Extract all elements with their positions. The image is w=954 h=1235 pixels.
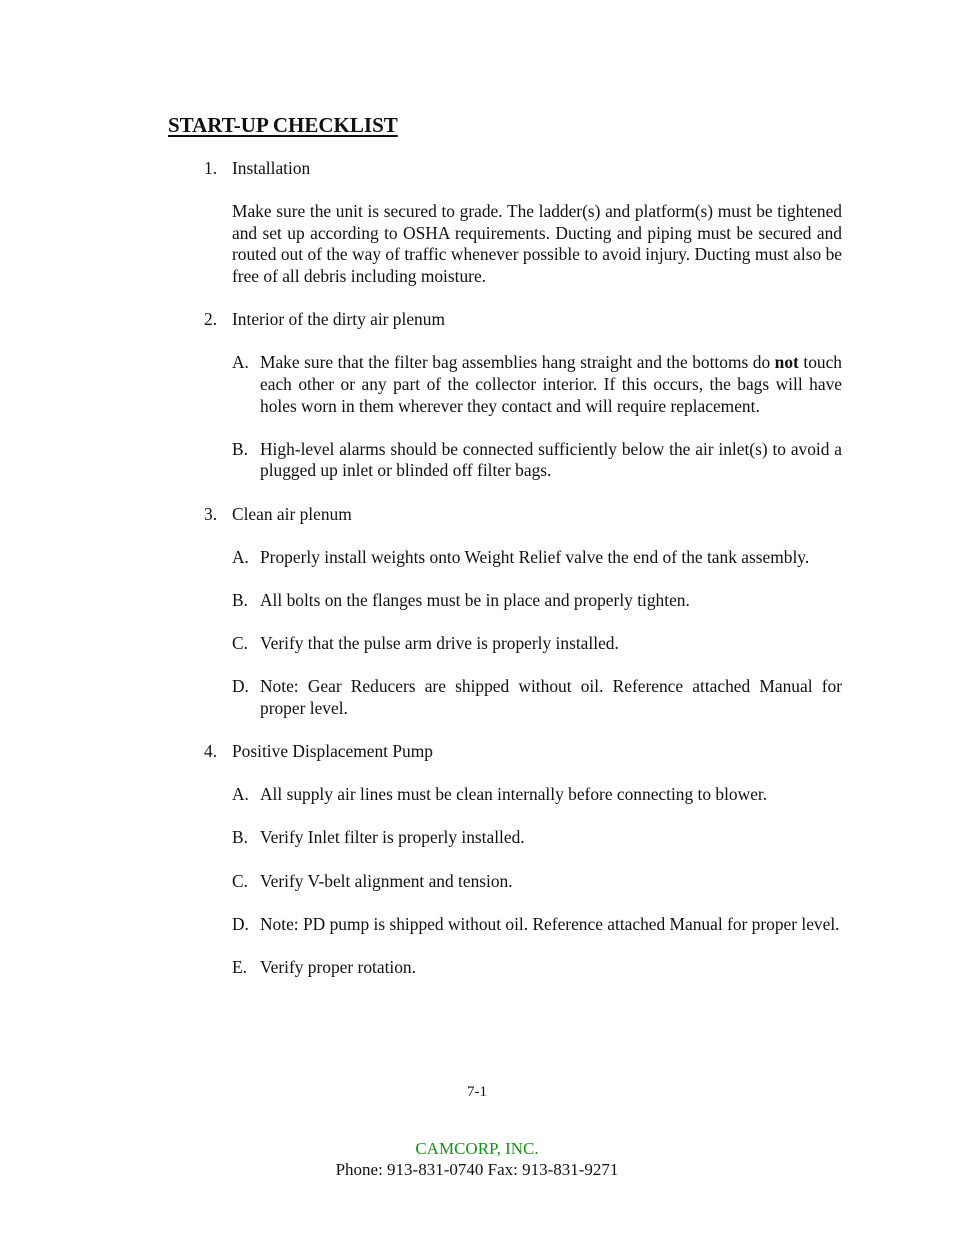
section-heading	[0, 158, 842, 180]
list-item	[232, 438, 842, 482]
section-pd-pump	[0, 741, 954, 979]
section-clean-air-plenum	[0, 504, 954, 720]
section-heading-text: Installation	[232, 158, 311, 178]
section-heading	[0, 741, 842, 763]
section-number: 1.	[204, 158, 218, 178]
list-item	[232, 827, 842, 849]
footer	[0, 1138, 954, 1180]
checklist-content	[0, 158, 954, 1000]
section-installation	[0, 158, 954, 288]
item-text: All supply air lines must be clean internally before connecting to blower.	[260, 784, 768, 805]
list-item	[232, 784, 842, 806]
item-letter: B.	[232, 827, 248, 848]
item-letter: B.	[232, 589, 248, 610]
item-letter: A.	[232, 352, 249, 373]
list-item	[232, 352, 843, 417]
item-letter: A.	[232, 784, 249, 805]
item-letter: B.	[232, 438, 248, 459]
list-item	[232, 546, 842, 569]
item-letter: E.	[232, 956, 247, 977]
list-item	[232, 956, 842, 979]
item-text: High-level alarms should be connected sufficiently below the air inlet(s) to avoid a plugged up inlet or blinded off filter bags.	[260, 438, 842, 481]
list-item	[232, 913, 842, 936]
item-letter: A.	[232, 546, 249, 567]
list-item	[232, 589, 842, 612]
section-dirty-air-plenum	[0, 309, 954, 482]
company-name: CAMCORP, INC.	[415, 1139, 539, 1158]
section-heading	[0, 504, 842, 526]
item-text: All bolts on the flanges must be in place and properly tighten.	[260, 589, 690, 610]
section-number: 4.	[204, 741, 218, 762]
item-text: Verify that the pulse arm drive is properly installed.	[260, 633, 619, 654]
item-letter: C.	[232, 870, 248, 891]
section-number: 2.	[204, 309, 218, 330]
item-text: Note: PD pump is shipped without oil. Reference attached Manual for proper level.	[260, 913, 840, 934]
section-heading-text: Positive Displacement Pump	[232, 741, 433, 762]
item-text: Verify V-belt alignment and tension.	[260, 870, 513, 891]
page-title: START-UP CHECKLIST	[168, 113, 398, 137]
item-letter: C.	[232, 633, 248, 654]
list-item	[232, 870, 842, 893]
page-number: 7-1	[467, 1084, 487, 1100]
section-heading	[0, 309, 842, 331]
item-letter: D.	[232, 676, 249, 697]
list-item	[232, 633, 842, 655]
contact-info: Phone: 913-831-0740 Fax: 913-831-9271	[335, 1160, 619, 1179]
item-letter: D.	[232, 913, 249, 934]
section-heading-text: Clean air plenum	[232, 503, 352, 524]
item-text-emphasis: not	[774, 352, 799, 373]
item-text: Make sure that the filter bag assemblies hang straight and the bottoms do	[260, 352, 775, 373]
section-number: 3.	[204, 503, 218, 524]
item-text: touch each other or any part of the collector interior. If this occurs, the bags will have holes worn in them wherever they contact and will require replacement.	[260, 352, 843, 416]
section-paragraph: Make sure the unit is secured to grade. The ladder(s) and platform(s) must be tightened and set up according to OSHA requirements. Ducting and piping must be secured and routed out of the way of traffic whenever possible to avoid injury. Ducting must also be free of all debris including moisture.	[232, 201, 842, 286]
list-item	[232, 676, 842, 719]
item-text: Properly install weights onto Weight Relief valve the end of the tank assembly.	[260, 546, 810, 567]
item-text: Verify Inlet filter is properly installed.	[260, 827, 525, 848]
section-heading-text: Interior of the dirty air plenum	[232, 309, 445, 330]
item-text: Verify proper rotation.	[260, 956, 416, 977]
item-text: Note: Gear Reducers are shipped without oil. Reference attached Manual for proper level.	[260, 676, 842, 718]
